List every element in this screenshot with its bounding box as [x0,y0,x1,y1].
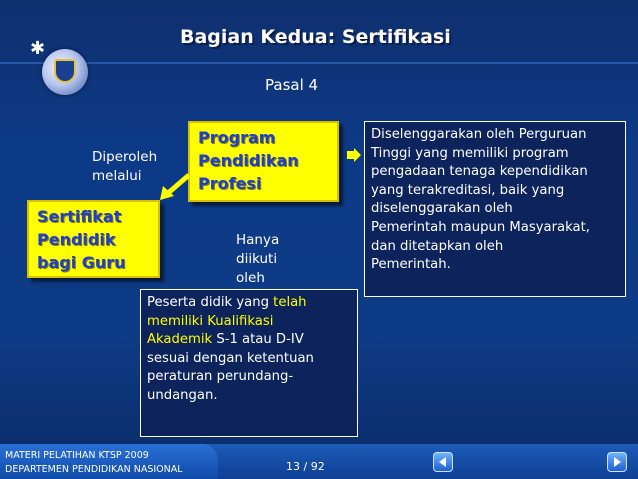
arrow-right-icon [347,148,361,162]
sertifikat-box-line: bagi Guru [37,253,126,272]
title-underline [0,62,638,64]
slide-subtitle: Pasal 4 [265,76,319,94]
shield-icon [54,59,76,83]
hanya-line: oleh [236,270,265,286]
sertifikat-box-line: Pendidik [37,230,116,249]
penyelenggara-line: Diselenggarakan oleh Perguruan [371,127,587,142]
hanya-label [236,231,279,288]
peserta-highlight: telah [273,295,307,310]
peserta-line: sesuai dengan ketentuan [147,350,314,366]
diperoleh-line: melalui [92,168,142,184]
peserta-box [140,289,358,437]
footer-panel [0,444,218,479]
arrow-diagonal-icon [158,172,192,202]
peserta-line [147,294,351,313]
diperoleh-line: Diperoleh [92,149,158,165]
next-slide-button[interactable] [607,452,627,472]
sertifikat-box [27,200,160,278]
penyelenggara-box [364,121,626,297]
program-box [188,121,339,202]
program-box-line: Pendidikan [198,151,299,170]
program-box-line: Program [198,128,276,147]
footer-line: DEPARTEMEN PENDIDIKAN NASIONAL [5,464,183,475]
peserta-text: Peserta didik yang [147,295,274,310]
star-icon: ✱ [30,38,46,59]
peserta-highlight: Akademik [147,332,213,348]
peserta-text: S-1 atau D-IV [212,332,304,348]
hanya-line: diikuti [236,251,278,267]
penyelenggara-line: pengadaan tenaga kependidikan [371,164,588,180]
slide-title: Bagian Kedua: Sertifikasi [180,26,451,48]
peserta-highlight: memiliki Kualifikasi [147,313,274,329]
penyelenggara-line: diselenggarakan oleh [371,201,513,217]
diperoleh-label [92,148,157,186]
hanya-line: Hanya [236,232,280,248]
penyelenggara-line: dan ditetapkan oleh [371,238,504,254]
peserta-line: peraturan perundang- [147,369,294,385]
arrow-left-icon [437,456,449,468]
penyelenggara-line: yang terakreditasi, baik yang [371,182,565,198]
sertifikat-box-line: Sertifikat [37,207,122,226]
penyelenggara-line: Pemerintah maupun Masyarakat, [371,219,590,235]
peserta-line: undangan. [147,387,218,403]
arrow-right-icon [611,456,623,468]
peserta-line [147,331,351,350]
penyelenggara-line: Tinggi yang memiliki program [371,145,569,161]
ministry-logo [42,49,88,95]
program-box-line: Profesi [198,174,262,193]
penyelenggara-line: Pemerintah. [371,257,451,273]
footer-line: MATERI PELATIHAN KTSP 2009 [5,450,149,461]
prev-slide-button[interactable] [433,452,453,472]
page-number: 13 / 92 [286,460,325,473]
